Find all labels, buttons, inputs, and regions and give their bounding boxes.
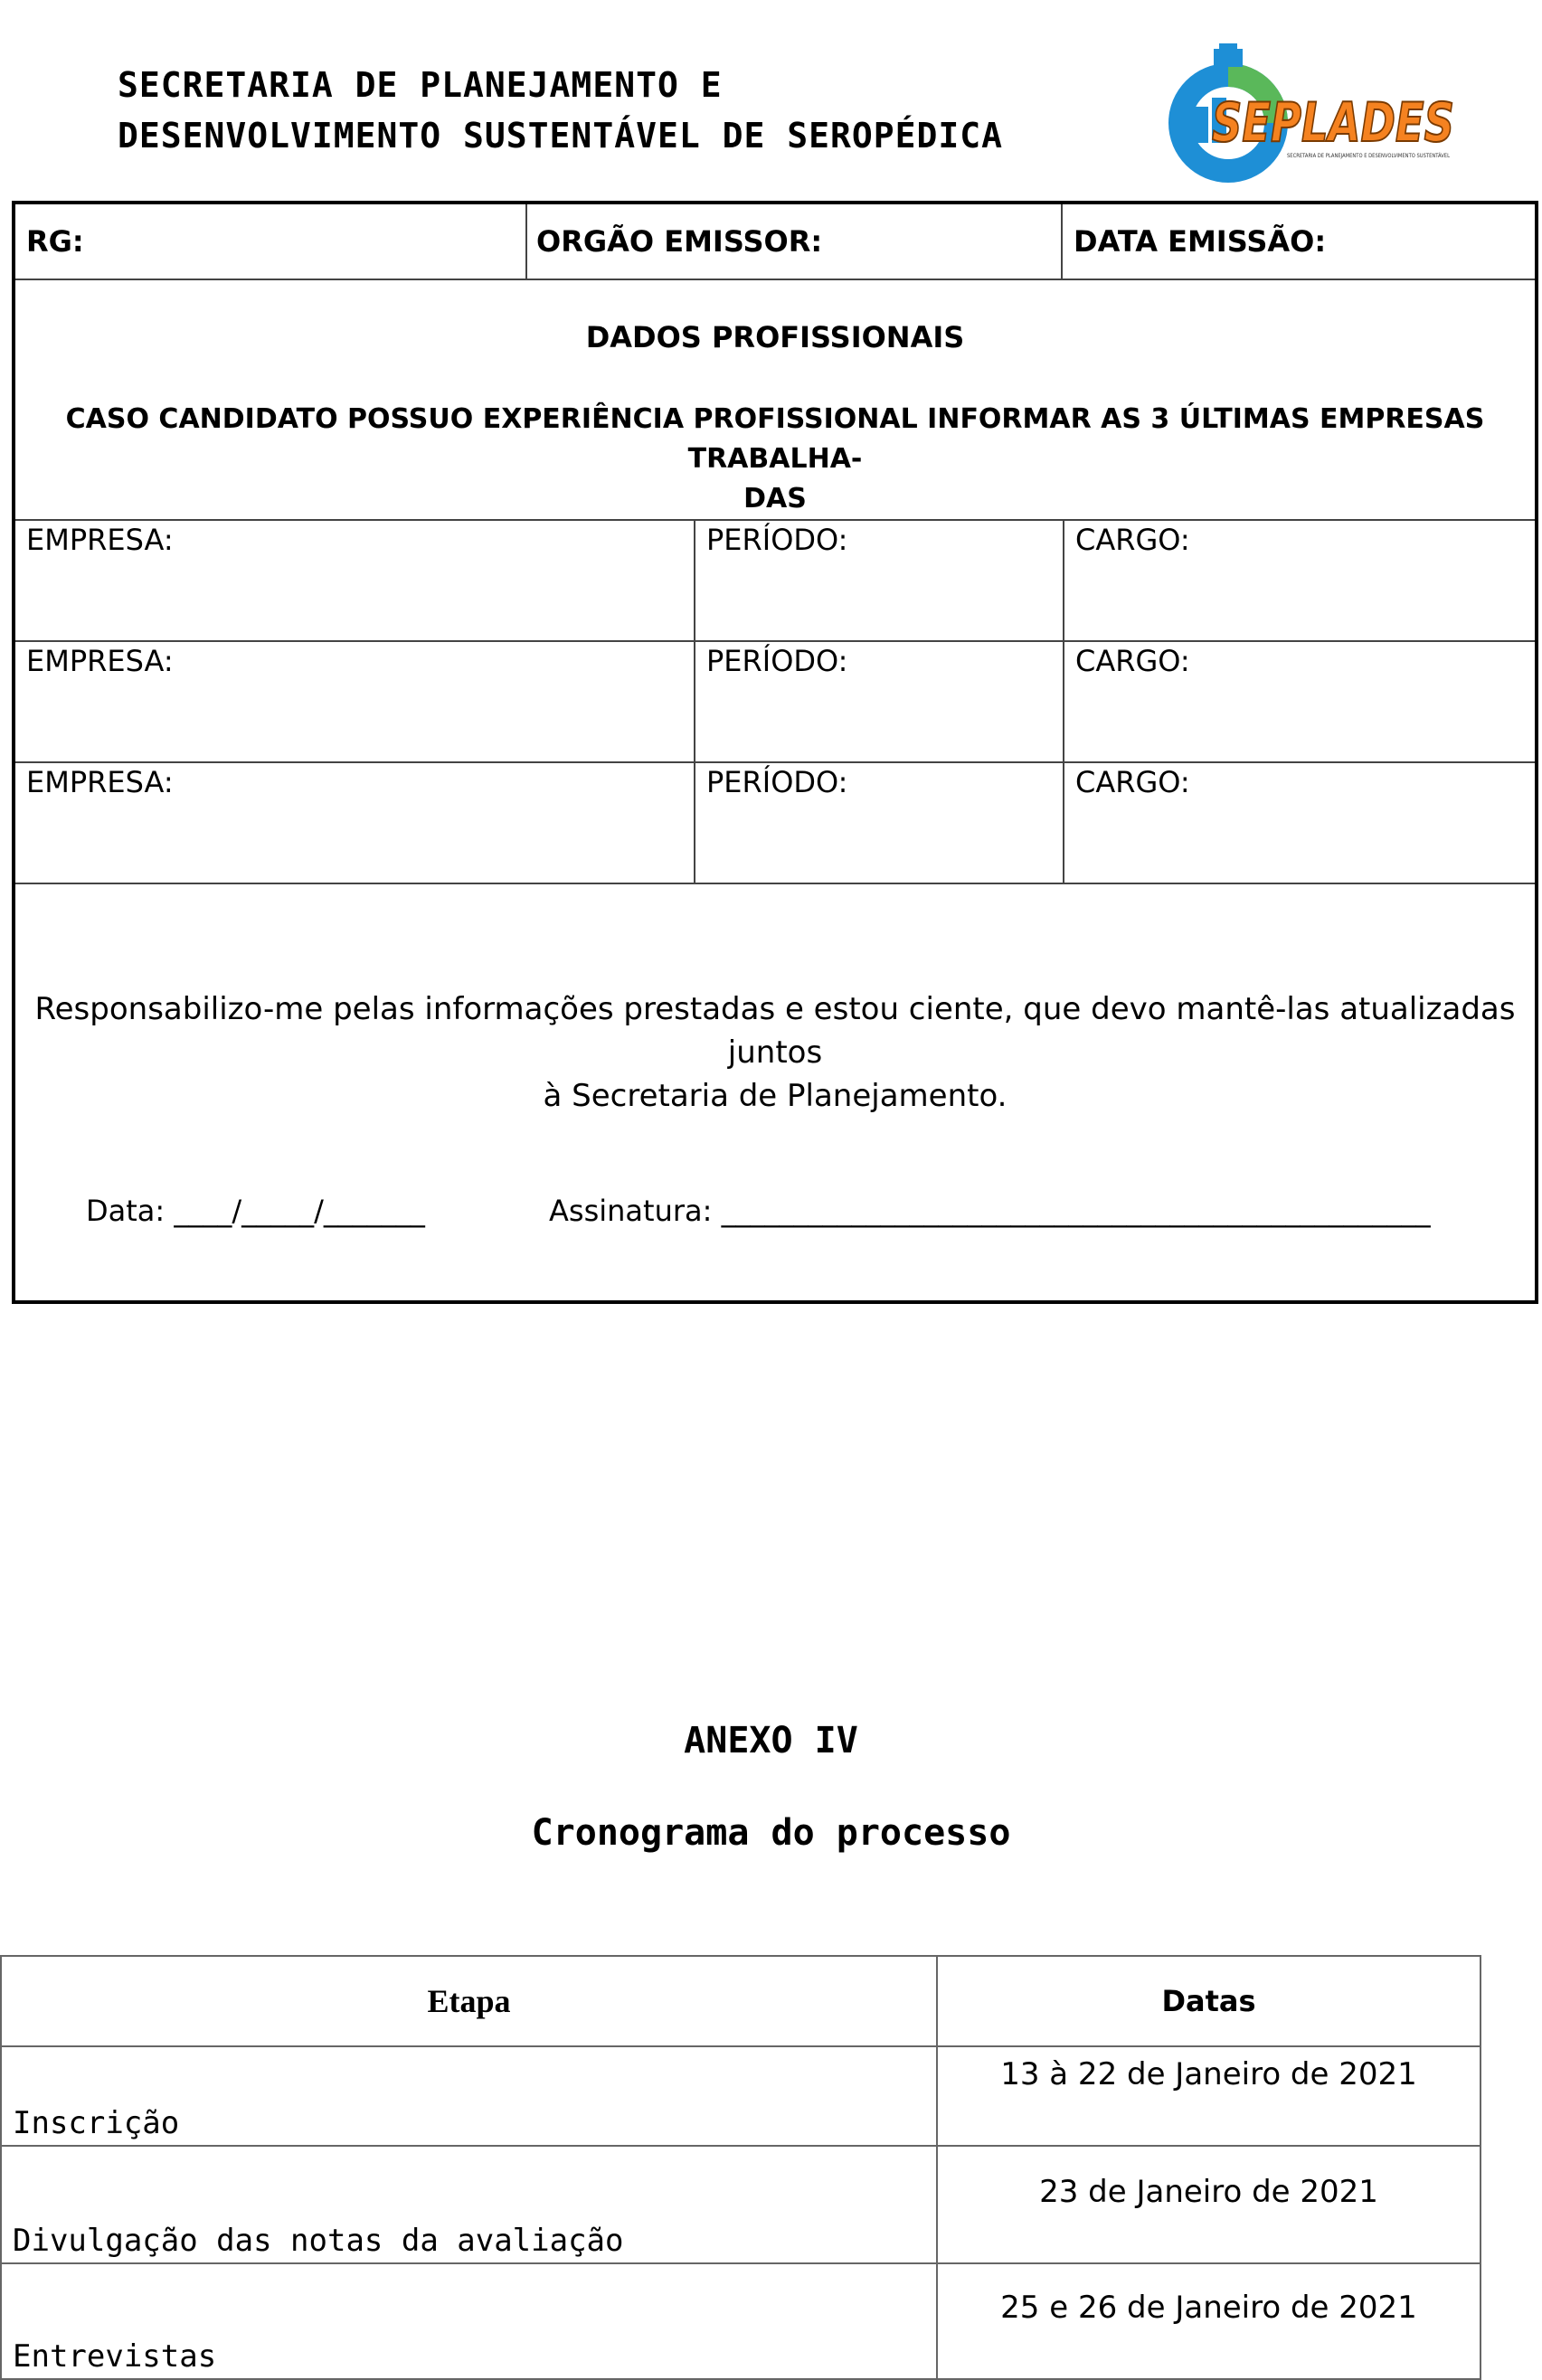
job-role-field[interactable]: CARGO: — [1075, 765, 1190, 799]
header-title-line2: DESENVOLVIMENTO SUSTENTÁVEL DE SEROPÉDICA — [118, 116, 1003, 156]
issue-date-field[interactable]: DATA EMISSÃO: — [1074, 224, 1327, 259]
professional-note-line2: DAS — [743, 483, 807, 515]
job-role-field[interactable]: CARGO: — [1075, 523, 1190, 557]
divider — [694, 519, 695, 883]
divider — [15, 761, 1535, 763]
column-header-stage: Etapa — [1, 1956, 937, 2046]
page-header — [118, 60, 1003, 161]
annex-title: ANEXO IV — [684, 1720, 858, 1761]
signature-line[interactable]: Assinatura: _________________________________________________ — [549, 1194, 1431, 1228]
professional-note-line1: CASO CANDIDATO POSSUO EXPERIÊNCIA PROFISSIONAL INFORMAR AS 3 ÚLTIMAS EMPRESAS TRABALHA- — [65, 403, 1485, 475]
divider — [525, 204, 527, 279]
rg-field[interactable]: RG: — [26, 224, 84, 259]
stage-cell: Inscrição — [1, 2046, 937, 2146]
table-row — [1, 2263, 1481, 2379]
dates-cell: 13 à 22 de Janeiro de 2021 — [937, 2046, 1481, 2146]
table-row — [1, 2146, 1481, 2263]
divider — [15, 519, 1535, 521]
job-company-field[interactable]: EMPRESA: — [26, 523, 174, 557]
date-line[interactable]: Data: ____/_____/_______ — [86, 1194, 425, 1228]
stage-cell: Divulgação das notas da avaliação — [1, 2146, 937, 2263]
dates-cell: 25 e 26 de Janeiro de 2021 — [937, 2263, 1481, 2379]
job-period-field[interactable]: PERÍODO: — [706, 644, 848, 678]
job-period-field[interactable]: PERÍODO: — [706, 765, 848, 799]
table-header-row — [1, 1956, 1481, 2046]
professional-section-note — [15, 400, 1535, 519]
logo-wordmark: SEPLADES — [1212, 91, 1454, 155]
declaration-text — [15, 987, 1535, 1118]
dates-cell: 23 de Janeiro de 2021 — [937, 2146, 1481, 2263]
divider — [15, 279, 1535, 280]
divider — [15, 640, 1535, 642]
divider — [15, 883, 1535, 884]
seplades-logo — [1156, 43, 1463, 197]
candidate-form — [12, 201, 1538, 1304]
logo-tagline: SECRETARIA DE PLANEJAMENTO E DESENVOLVIMENTO SUSTENTÁVEL — [1287, 153, 1451, 159]
header-title-line1: SECRETARIA DE PLANEJAMENTO E — [118, 65, 723, 105]
job-company-field[interactable]: EMPRESA: — [26, 644, 174, 678]
declaration-line2: à Secretaria de Planejamento. — [543, 1078, 1008, 1114]
schedule-table — [0, 1955, 1481, 2380]
job-role-field[interactable]: CARGO: — [1075, 644, 1190, 678]
stage-cell: Entrevistas — [1, 2263, 937, 2379]
issuer-field[interactable]: ORGÃO EMISSOR: — [536, 224, 823, 259]
professional-section-title: DADOS PROFISSIONAIS — [585, 320, 965, 354]
column-header-dates: Datas — [937, 1956, 1481, 2046]
declaration-line1: Responsabilizo-me pelas informações prestadas e estou ciente, que devo mantê-las atualizadas juntos — [34, 991, 1516, 1071]
divider — [1063, 519, 1064, 883]
job-period-field[interactable]: PERÍODO: — [706, 523, 848, 557]
annex-subtitle: Cronograma do processo — [531, 1812, 1011, 1854]
job-company-field[interactable]: EMPRESA: — [26, 765, 174, 799]
table-row — [1, 2046, 1481, 2146]
divider — [1061, 204, 1063, 279]
